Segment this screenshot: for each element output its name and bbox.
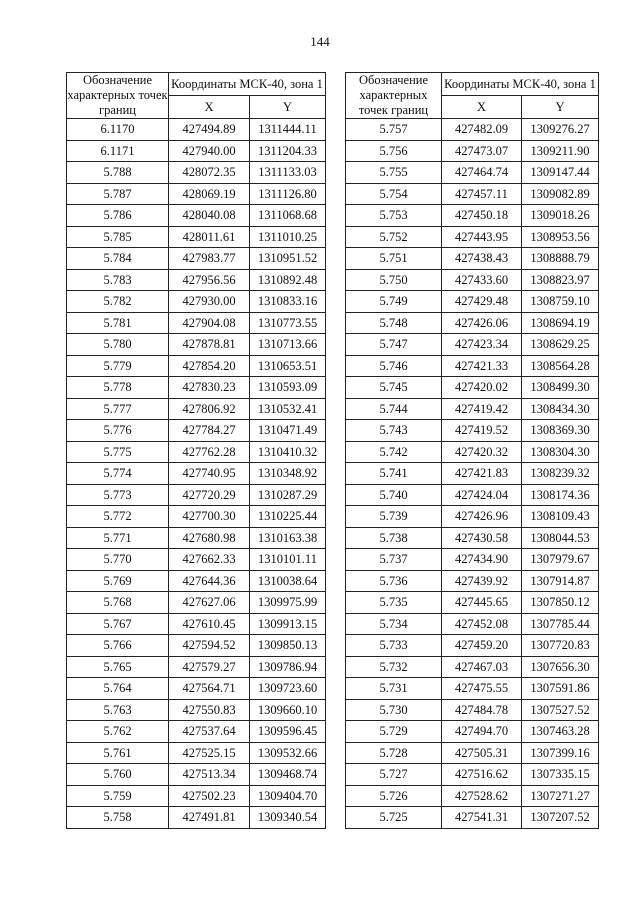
table-row [346, 527, 599, 549]
coord-x: 427420.02 [442, 377, 522, 399]
table-row [67, 398, 326, 420]
table-row [67, 570, 326, 592]
coord-x: 427502.23 [169, 785, 250, 807]
coord-x: 427484.78 [442, 699, 522, 721]
table-row [67, 248, 326, 270]
table-row [67, 162, 326, 184]
point-designation: 5.742 [346, 441, 442, 463]
coord-x: 428011.61 [169, 226, 250, 248]
coord-y: 1309147.44 [522, 162, 599, 184]
coord-y: 1309786.94 [250, 656, 326, 678]
coord-x: 427680.98 [169, 527, 250, 549]
table-row [67, 183, 326, 205]
coord-x: 427878.81 [169, 334, 250, 356]
table-row [346, 570, 599, 592]
coord-x: 427473.07 [442, 140, 522, 162]
point-designation: 5.769 [67, 570, 169, 592]
table-row [67, 441, 326, 463]
point-designation: 5.767 [67, 613, 169, 635]
point-designation: 5.731 [346, 678, 442, 700]
table-row [346, 463, 599, 485]
point-designation: 5.738 [346, 527, 442, 549]
coord-x: 427528.62 [442, 785, 522, 807]
point-designation: 5.771 [67, 527, 169, 549]
table-row [346, 592, 599, 614]
coord-y: 1309660.10 [250, 699, 326, 721]
table-row [346, 742, 599, 764]
coord-x: 427457.11 [442, 183, 522, 205]
coord-y: 1310833.16 [250, 291, 326, 313]
table-row [67, 119, 326, 141]
point-designation: 5.765 [67, 656, 169, 678]
point-designation: 5.752 [346, 226, 442, 248]
table-row [67, 699, 326, 721]
coord-x: 427433.60 [442, 269, 522, 291]
coord-x: 427491.81 [169, 807, 250, 829]
point-designation: 5.783 [67, 269, 169, 291]
table-row [67, 613, 326, 635]
coord-x: 427424.04 [442, 484, 522, 506]
point-designation: 5.745 [346, 377, 442, 399]
coord-x: 427434.90 [442, 549, 522, 571]
point-designation: 5.728 [346, 742, 442, 764]
point-designation: 5.760 [67, 764, 169, 786]
coord-x: 427940.00 [169, 140, 250, 162]
table-row [346, 785, 599, 807]
header-designation: Обозначение характерных точек границ [346, 73, 442, 119]
table-row [67, 635, 326, 657]
table-row [67, 291, 326, 313]
coord-x: 427421.33 [442, 355, 522, 377]
coord-y: 1311204.33 [250, 140, 326, 162]
coord-y: 1311010.25 [250, 226, 326, 248]
point-designation: 6.1170 [67, 119, 169, 141]
table-row [346, 183, 599, 205]
coord-y: 1307720.83 [522, 635, 599, 657]
point-designation: 5.747 [346, 334, 442, 356]
coord-y: 1308174.36 [522, 484, 599, 506]
coord-x: 427429.48 [442, 291, 522, 313]
coord-y: 1310773.55 [250, 312, 326, 334]
coord-x: 427904.08 [169, 312, 250, 334]
coord-y: 1310287.29 [250, 484, 326, 506]
coord-x: 427537.64 [169, 721, 250, 743]
coord-x: 427784.27 [169, 420, 250, 442]
table-row [67, 420, 326, 442]
coord-y: 1310101.11 [250, 549, 326, 571]
coord-y: 1310038.64 [250, 570, 326, 592]
table-row [67, 226, 326, 248]
coord-y: 1308694.19 [522, 312, 599, 334]
table-row [346, 248, 599, 270]
table-row [67, 807, 326, 829]
point-designation: 5.788 [67, 162, 169, 184]
coord-y: 1308044.53 [522, 527, 599, 549]
table-row [67, 269, 326, 291]
coord-y: 1307207.52 [522, 807, 599, 829]
table-row [346, 140, 599, 162]
table-row [346, 506, 599, 528]
coord-x: 427541.31 [442, 807, 522, 829]
point-designation: 5.775 [67, 441, 169, 463]
coord-x: 427854.20 [169, 355, 250, 377]
point-designation: 5.725 [346, 807, 442, 829]
coord-y: 1310951.52 [250, 248, 326, 270]
coord-y: 1309404.70 [250, 785, 326, 807]
point-designation: 5.730 [346, 699, 442, 721]
point-designation: 5.741 [346, 463, 442, 485]
table-row [67, 764, 326, 786]
coord-x: 427564.71 [169, 678, 250, 700]
coord-x: 427419.42 [442, 398, 522, 420]
header-x: X [169, 96, 250, 119]
coord-x: 427956.56 [169, 269, 250, 291]
coord-y: 1310225.44 [250, 506, 326, 528]
point-designation: 5.749 [346, 291, 442, 313]
table-row [346, 484, 599, 506]
point-designation: 5.761 [67, 742, 169, 764]
coord-x: 427445.65 [442, 592, 522, 614]
point-designation: 5.755 [346, 162, 442, 184]
point-designation: 5.785 [67, 226, 169, 248]
table-row [67, 742, 326, 764]
coord-x: 427610.45 [169, 613, 250, 635]
table-row [346, 291, 599, 313]
table-row [346, 721, 599, 743]
coord-x: 427420.32 [442, 441, 522, 463]
coord-x: 427443.95 [442, 226, 522, 248]
coord-x: 427439.92 [442, 570, 522, 592]
coord-y: 1307914.87 [522, 570, 599, 592]
coord-y: 1311133.03 [250, 162, 326, 184]
point-designation: 5.766 [67, 635, 169, 657]
table-row [346, 441, 599, 463]
table-row [67, 312, 326, 334]
point-designation: 5.784 [67, 248, 169, 270]
coord-y: 1308239.32 [522, 463, 599, 485]
point-designation: 5.729 [346, 721, 442, 743]
point-designation: 5.781 [67, 312, 169, 334]
coordinates-table-right [345, 72, 599, 829]
point-designation: 5.733 [346, 635, 442, 657]
point-designation: 5.744 [346, 398, 442, 420]
coord-x: 427438.43 [442, 248, 522, 270]
point-designation: 5.732 [346, 656, 442, 678]
coord-x: 427720.29 [169, 484, 250, 506]
point-designation: 5.735 [346, 592, 442, 614]
coord-x: 427423.34 [442, 334, 522, 356]
coord-x: 427494.70 [442, 721, 522, 743]
coord-x: 427525.15 [169, 742, 250, 764]
table-row [67, 656, 326, 678]
coord-x: 427419.52 [442, 420, 522, 442]
coord-y: 1307527.52 [522, 699, 599, 721]
point-designation: 6.1171 [67, 140, 169, 162]
point-designation: 5.782 [67, 291, 169, 313]
coord-y: 1310892.48 [250, 269, 326, 291]
point-designation: 5.727 [346, 764, 442, 786]
coord-y: 1309850.13 [250, 635, 326, 657]
point-designation: 5.777 [67, 398, 169, 420]
coord-y: 1310163.38 [250, 527, 326, 549]
coord-x: 427662.33 [169, 549, 250, 571]
coord-y: 1310410.32 [250, 441, 326, 463]
coord-y: 1309975.99 [250, 592, 326, 614]
coord-y: 1308369.30 [522, 420, 599, 442]
coord-y: 1309913.15 [250, 613, 326, 635]
table-row [346, 334, 599, 356]
coord-y: 1308304.30 [522, 441, 599, 463]
table-row [346, 678, 599, 700]
table-row [67, 506, 326, 528]
coord-y: 1309082.89 [522, 183, 599, 205]
point-designation: 5.754 [346, 183, 442, 205]
coord-y: 1308759.10 [522, 291, 599, 313]
coord-y: 1310653.51 [250, 355, 326, 377]
coord-x: 427426.06 [442, 312, 522, 334]
coord-y: 1308823.97 [522, 269, 599, 291]
coord-x: 427475.55 [442, 678, 522, 700]
coord-x: 427983.77 [169, 248, 250, 270]
coord-y: 1309532.66 [250, 742, 326, 764]
header-designation: Обозначение характерных точек границ [67, 73, 168, 117]
point-designation: 5.770 [67, 549, 169, 571]
coord-x: 427426.96 [442, 506, 522, 528]
coord-x: 427644.36 [169, 570, 250, 592]
point-designation: 5.764 [67, 678, 169, 700]
table-row [346, 119, 599, 141]
coord-y: 1309340.54 [250, 807, 326, 829]
coord-y: 1311126.80 [250, 183, 326, 205]
coord-x: 428069.19 [169, 183, 250, 205]
point-designation: 5.746 [346, 355, 442, 377]
coord-x: 427467.03 [442, 656, 522, 678]
point-designation: 5.787 [67, 183, 169, 205]
point-designation: 5.737 [346, 549, 442, 571]
point-designation: 5.780 [67, 334, 169, 356]
coord-y: 1309018.26 [522, 205, 599, 227]
table-row [346, 807, 599, 829]
table-row [67, 205, 326, 227]
table-row [67, 463, 326, 485]
coord-y: 1308564.28 [522, 355, 599, 377]
point-designation: 5.757 [346, 119, 442, 141]
point-designation: 5.748 [346, 312, 442, 334]
point-designation: 5.776 [67, 420, 169, 442]
coord-y: 1307335.15 [522, 764, 599, 786]
coord-x: 427930.00 [169, 291, 250, 313]
point-designation: 5.751 [346, 248, 442, 270]
table-row [67, 377, 326, 399]
point-designation: 5.736 [346, 570, 442, 592]
coord-y: 1308888.79 [522, 248, 599, 270]
point-designation: 5.786 [67, 205, 169, 227]
table-row [67, 785, 326, 807]
coord-x: 427459.20 [442, 635, 522, 657]
coord-x: 427513.34 [169, 764, 250, 786]
point-designation: 5.758 [67, 807, 169, 829]
point-designation: 5.762 [67, 721, 169, 743]
coord-y: 1310593.09 [250, 377, 326, 399]
coord-y: 1309211.90 [522, 140, 599, 162]
point-designation: 5.772 [67, 506, 169, 528]
coord-x: 427516.62 [442, 764, 522, 786]
coord-x: 427450.18 [442, 205, 522, 227]
point-designation: 5.739 [346, 506, 442, 528]
coord-y: 1310348.92 [250, 463, 326, 485]
coord-y: 1308953.56 [522, 226, 599, 248]
table-row [346, 205, 599, 227]
coord-y: 1307463.28 [522, 721, 599, 743]
coord-x: 427762.28 [169, 441, 250, 463]
coord-x: 428072.35 [169, 162, 250, 184]
point-designation: 5.759 [67, 785, 169, 807]
coord-y: 1307850.12 [522, 592, 599, 614]
coord-y: 1308109.43 [522, 506, 599, 528]
table-row [346, 226, 599, 248]
coord-x: 427806.92 [169, 398, 250, 420]
point-designation: 5.743 [346, 420, 442, 442]
table-row [346, 398, 599, 420]
table-row [67, 549, 326, 571]
point-designation: 5.740 [346, 484, 442, 506]
table-row [346, 699, 599, 721]
table-row [346, 656, 599, 678]
header-coords-title: Координаты МСК-40, зона 1 [442, 73, 599, 96]
point-designation: 5.734 [346, 613, 442, 635]
point-designation: 5.763 [67, 699, 169, 721]
coord-y: 1309468.74 [250, 764, 326, 786]
coord-x: 427464.74 [442, 162, 522, 184]
coord-x: 427700.30 [169, 506, 250, 528]
coord-y: 1310532.41 [250, 398, 326, 420]
coord-y: 1309723.60 [250, 678, 326, 700]
table-row [346, 162, 599, 184]
table-row [67, 334, 326, 356]
table-row [346, 355, 599, 377]
table-row [346, 269, 599, 291]
table-row [67, 592, 326, 614]
coord-y: 1310713.66 [250, 334, 326, 356]
coord-x: 427494.89 [169, 119, 250, 141]
coord-y: 1311444.11 [250, 119, 326, 141]
header-coords-title: Координаты МСК-40, зона 1 [169, 73, 326, 96]
point-designation: 5.778 [67, 377, 169, 399]
coord-x: 427740.95 [169, 463, 250, 485]
coord-x: 427421.83 [442, 463, 522, 485]
coord-x: 427627.06 [169, 592, 250, 614]
point-designation: 5.756 [346, 140, 442, 162]
coord-x: 427594.52 [169, 635, 250, 657]
coord-y: 1307271.27 [522, 785, 599, 807]
coord-x: 427482.09 [442, 119, 522, 141]
coordinates-table-left [66, 72, 326, 829]
coord-y: 1311068.68 [250, 205, 326, 227]
point-designation: 5.773 [67, 484, 169, 506]
point-designation: 5.774 [67, 463, 169, 485]
header-y: Y [250, 96, 326, 119]
coord-y: 1309276.27 [522, 119, 599, 141]
table-row [346, 312, 599, 334]
table-row [346, 377, 599, 399]
header-y: Y [522, 96, 599, 119]
coord-y: 1307785.44 [522, 613, 599, 635]
point-designation: 5.726 [346, 785, 442, 807]
coord-x: 427830.23 [169, 377, 250, 399]
coord-y: 1308629.25 [522, 334, 599, 356]
header-x: X [442, 96, 522, 119]
coord-y: 1307656.30 [522, 656, 599, 678]
coord-x: 427430.58 [442, 527, 522, 549]
point-designation: 5.779 [67, 355, 169, 377]
point-designation: 5.750 [346, 269, 442, 291]
point-designation: 5.768 [67, 592, 169, 614]
coord-y: 1307591.86 [522, 678, 599, 700]
table-row [67, 484, 326, 506]
coord-y: 1307399.16 [522, 742, 599, 764]
table-row [67, 678, 326, 700]
coord-x: 428040.08 [169, 205, 250, 227]
coord-y: 1309596.45 [250, 721, 326, 743]
coord-y: 1310471.49 [250, 420, 326, 442]
coord-x: 427505.31 [442, 742, 522, 764]
table-row [67, 721, 326, 743]
table-row [67, 140, 326, 162]
table-row [346, 613, 599, 635]
coord-y: 1307979.67 [522, 549, 599, 571]
table-row [346, 635, 599, 657]
coord-y: 1308434.30 [522, 398, 599, 420]
coord-y: 1308499.30 [522, 377, 599, 399]
table-row [67, 527, 326, 549]
table-row [67, 355, 326, 377]
point-designation: 5.753 [346, 205, 442, 227]
table-row [346, 420, 599, 442]
coord-x: 427550.83 [169, 699, 250, 721]
coord-x: 427452.08 [442, 613, 522, 635]
table-row [346, 549, 599, 571]
page-number: 144 [310, 34, 330, 49]
table-row [346, 764, 599, 786]
coord-x: 427579.27 [169, 656, 250, 678]
